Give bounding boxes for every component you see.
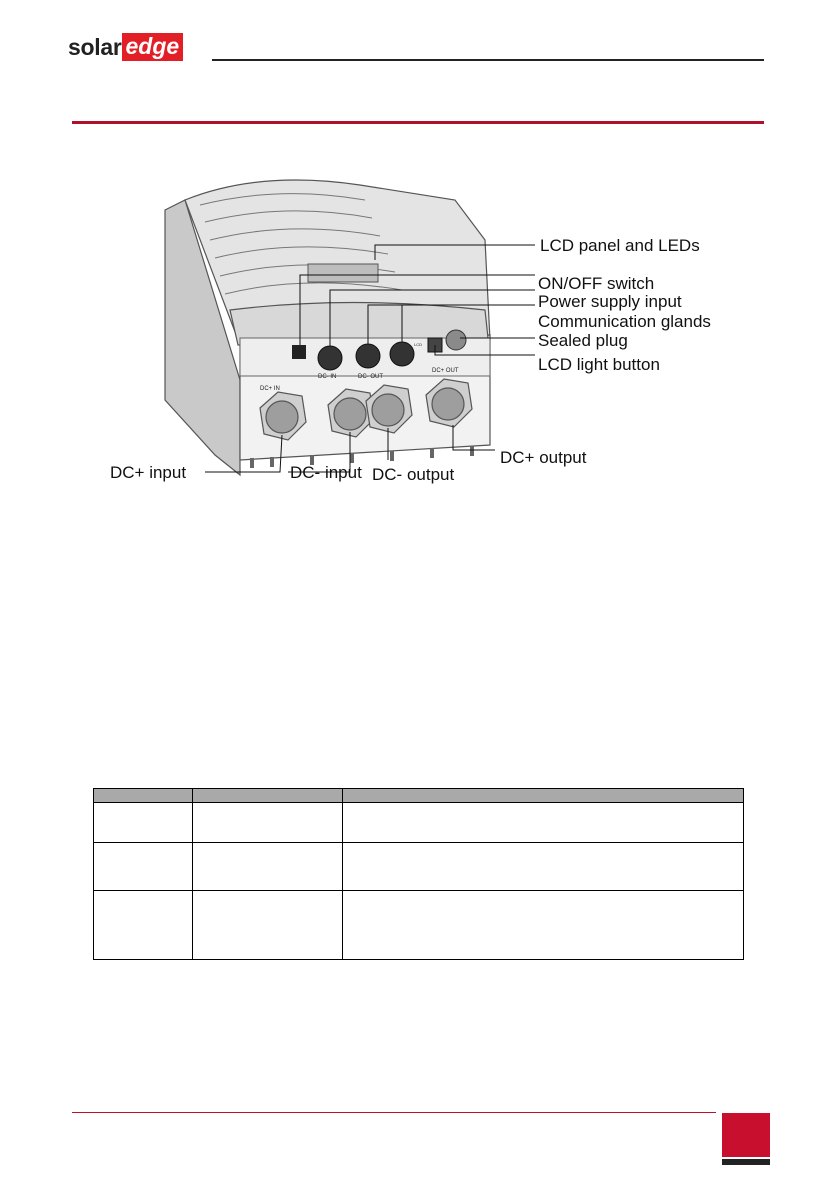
footer-bar xyxy=(722,1159,770,1165)
callout-dc-minus-output: DC- output xyxy=(372,465,455,484)
page-number-box xyxy=(722,1113,770,1157)
callout-dc-plus-input: DC+ input xyxy=(110,463,187,482)
callout-comm-glands: Communication glands xyxy=(538,312,711,331)
spec-table xyxy=(93,788,744,960)
callout-lcd-panel: LCD panel and LEDs xyxy=(540,236,700,255)
callout-lcd-light: LCD light button xyxy=(538,355,660,374)
logo-edge-text: edge xyxy=(122,33,183,61)
solaredge-logo xyxy=(68,32,183,62)
panel-label-dc-out: DC- OUT xyxy=(358,374,383,380)
callout-dc-minus-input: DC- input xyxy=(290,463,362,482)
footer-rule xyxy=(72,1112,716,1113)
panel-label-dcp-out: DC+ OUT xyxy=(432,368,459,374)
table-col-divider xyxy=(192,789,193,959)
panel-label-dc-in: DC- IN xyxy=(318,374,337,380)
callout-on-off-switch: ON/OFF switch xyxy=(538,274,655,293)
table-col-divider xyxy=(342,789,343,959)
logo-solar-text: solar xyxy=(68,33,122,60)
header-divider xyxy=(212,59,764,61)
panel-label-dcp-in: DC+ IN xyxy=(260,386,280,392)
section-rule xyxy=(72,121,764,124)
panel-label-lcd: LCD xyxy=(414,342,423,347)
callout-dc-plus-output: DC+ output xyxy=(500,448,587,467)
callout-power-supply: Power supply input xyxy=(538,292,682,311)
callout-sealed-plug: Sealed plug xyxy=(538,331,628,350)
device-figure xyxy=(110,160,762,490)
